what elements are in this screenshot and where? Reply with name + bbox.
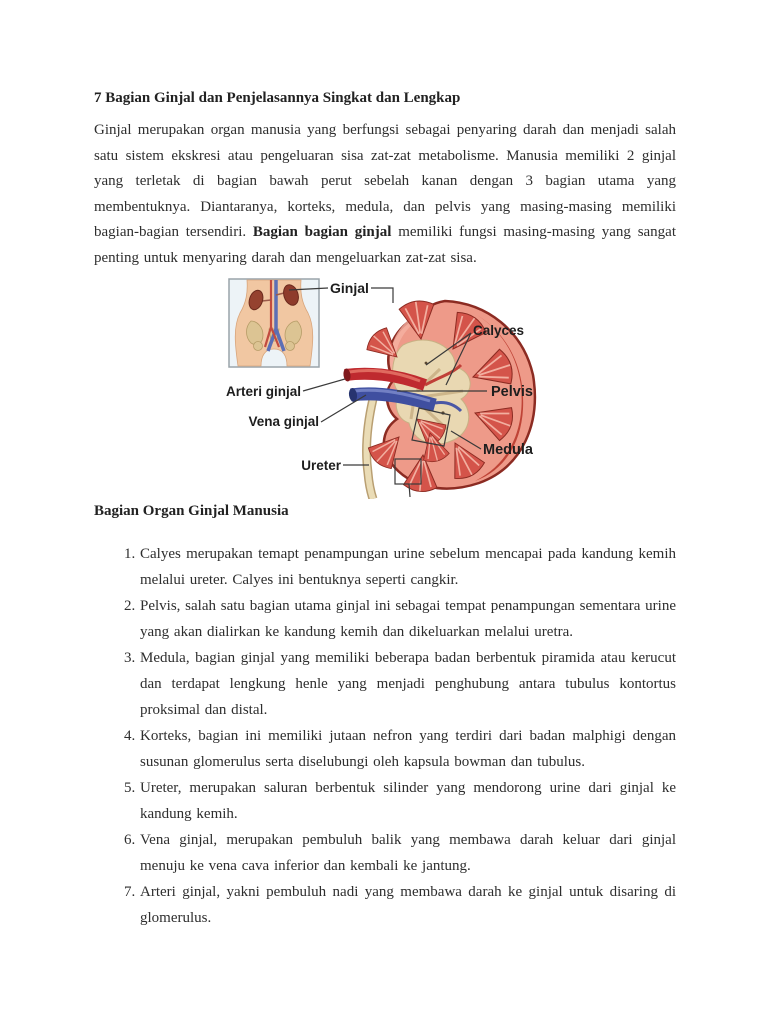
label-vena-ginjal: Vena ginjal [248, 414, 319, 429]
list-item-arteri-ginjal: 7. Arteri ginjal, yakni pembuluh nadi yang membawa darah ke ginjal untuk disaring di glomerulus. [140, 879, 676, 931]
list-item-medula: 3. Medula, bagian ginjal yang memiliki beberapa badan berbentuk piramida atau kerucut dan terdapat lengkung henle yang menjadi penghubung antara tubulus kontortus proksimal dan distal. [140, 645, 676, 723]
kidney-anatomy-illustration [225, 273, 545, 499]
body-inset-illustration [229, 279, 319, 367]
label-arteri-ginjal: Arteri ginjal [225, 384, 301, 399]
intro-text-bold: Bagian bagian ginjal [252, 224, 392, 240]
label-pelvis: Pelvis [491, 384, 533, 400]
document-content [94, 88, 676, 931]
section-heading: Bagian Organ Ginjal Manusia [94, 503, 289, 519]
label-medula: Medula [483, 442, 533, 458]
kidney-parts-list [94, 541, 676, 931]
kidney-diagram-figure [225, 273, 545, 499]
intro-text-after: memiliki fungsi masing-masing yang sangat penting untuk menyaring darah dan mengeluarkan zat-zat sisa. [94, 224, 677, 266]
list-item-korteks: 4. Korteks, bagian ini memiliki jutaan nefron yang terdiri dari badan malphigi dengan susunan glomerulus serta diselubungi oleh kapsula bowman dan tubulus. [140, 723, 676, 775]
list-item-vena-ginjal: 6. Vena ginjal, merupakan pembuluh balik yang membawa darah keluar dari ginjal menuju ke vena cava inferior dan kembali ke jantung. [140, 827, 676, 879]
arteri-pointer [303, 379, 345, 391]
list-item-ureter: 5. Ureter, merupakan saluran berbentuk silinder yang mendorong urine dari ginjal ke kandung kemih. [140, 775, 676, 827]
list-item-calyes: 1. Calyes merupakan temapt penampungan urine sebelum mencapai pada kandung kemih melalui ureter. Calyes ini bentuknya seperti cangkir. [140, 541, 676, 593]
label-ginjal: Ginjal [330, 280, 369, 296]
list-item-pelvis: 2. Pelvis, salah satu bagian utama ginjal ini sebagai tempat penampungan sementara urine yang akan dialirkan ke kandung kemih dan dikeluarkan melalui uretra. [140, 593, 676, 645]
intro-text-before: Ginjal merupakan organ manusia yang berfungsi sebagai penyaring darah dan menjadi salah satu sistem ekskresi atau pengeluaran sisa zat-zat metabolisme. Manusia memiliki 2 ginjal yang terletak di bagian bawah perut sebelah kanan dengan 3 bagian utama yang membentuknya. Diantaranya, korteks, medula, dan pelvis yang masing-masing memiliki bagian-bagian tersendiri. [94, 122, 676, 240]
intro-paragraph [94, 118, 676, 271]
ginjal-pointer-right [371, 288, 393, 303]
vena-pointer [321, 395, 366, 422]
document-title: 7 Bagian Ginjal dan Penjelasannya Singkat dan Lengkap [94, 90, 461, 106]
label-ureter: Ureter [301, 458, 341, 473]
label-calyces: Calyces [473, 323, 525, 338]
